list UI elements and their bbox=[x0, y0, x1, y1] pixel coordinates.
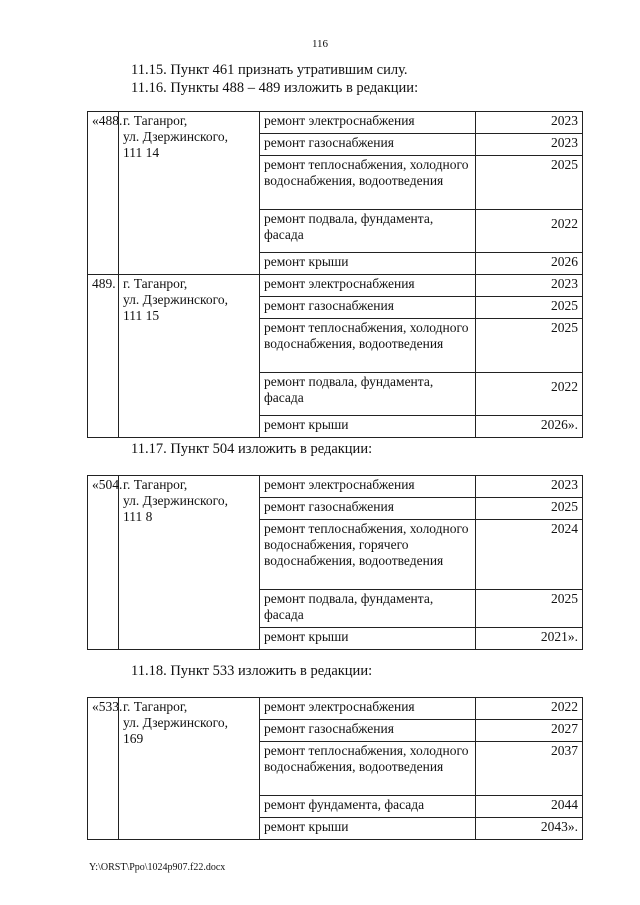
table-item-533 bbox=[87, 697, 583, 840]
item-number: «488. bbox=[88, 112, 119, 275]
work-year: 2022 bbox=[476, 698, 583, 720]
work-name: ремонт электроснабжения bbox=[260, 698, 476, 720]
address-street: ул. Дзержинского, bbox=[123, 715, 228, 730]
address-street: ул. Дзержинского, bbox=[123, 292, 228, 307]
work-name: ремонт электроснабжения bbox=[260, 275, 476, 297]
work-name: ремонт электроснабжения bbox=[260, 112, 476, 134]
work-year: 2025 bbox=[476, 319, 583, 373]
work-year: 2023 bbox=[476, 112, 583, 134]
work-year: 2023 bbox=[476, 275, 583, 297]
item-address bbox=[119, 476, 260, 650]
item-address bbox=[119, 275, 260, 438]
work-year: 2024 bbox=[476, 520, 583, 590]
address-street: ул. Дзержинского, bbox=[123, 493, 228, 508]
table-row bbox=[88, 275, 583, 297]
work-name: ремонт крыши bbox=[260, 818, 476, 840]
work-name: ремонт крыши bbox=[260, 253, 476, 275]
work-year: 2023 bbox=[476, 476, 583, 498]
work-name: ремонт газоснабжения bbox=[260, 498, 476, 520]
item-number: 489. bbox=[88, 275, 119, 438]
work-year: 2027 bbox=[476, 720, 583, 742]
address-city: г. Таганрог, bbox=[123, 276, 188, 291]
work-year: 2025 bbox=[476, 297, 583, 319]
address-house: 111 14 bbox=[123, 145, 160, 160]
paragraph-11-17: 11.17. Пункт 504 изложить в редакции: bbox=[131, 441, 373, 457]
item-number: «533. bbox=[88, 698, 119, 840]
work-year: 2026». bbox=[476, 416, 583, 438]
paragraph-11-16: 11.16. Пункты 488 – 489 изложить в редакции: bbox=[131, 80, 419, 96]
work-name: ремонт фундамента, фасада bbox=[260, 796, 476, 818]
item-number: «504. bbox=[88, 476, 119, 650]
paragraph-11-15: 11.15. Пункт 461 признать утратившим силу. bbox=[131, 62, 408, 78]
table-row bbox=[88, 698, 583, 720]
table-item-504 bbox=[87, 475, 583, 650]
work-name: ремонт подвала, фундамента, фасада bbox=[260, 210, 476, 253]
work-name: ремонт теплоснабжения, холодного водоснабжения, водоотведения bbox=[260, 156, 476, 210]
work-year: 2037 bbox=[476, 742, 583, 796]
address-house: 169 bbox=[123, 731, 144, 746]
work-name: ремонт теплоснабжения, холодного водоснабжения, водоотведения bbox=[260, 742, 476, 796]
table-row bbox=[88, 112, 583, 134]
address-city: г. Таганрог, bbox=[123, 699, 188, 714]
address-street: ул. Дзержинского, bbox=[123, 129, 228, 144]
item-address bbox=[119, 698, 260, 840]
work-year: 2044 bbox=[476, 796, 583, 818]
work-year: 2025 bbox=[476, 590, 583, 628]
work-name: ремонт крыши bbox=[260, 416, 476, 438]
work-year: 2025 bbox=[476, 156, 583, 210]
item-address bbox=[119, 112, 260, 275]
work-name: ремонт газоснабжения bbox=[260, 720, 476, 742]
page-number: 116 bbox=[311, 38, 329, 50]
work-name: ремонт теплоснабжения, холодного водоснабжения, горячего водоснабжения, водоотведения bbox=[260, 520, 476, 590]
work-year: 2026 bbox=[476, 253, 583, 275]
work-name: ремонт газоснабжения bbox=[260, 134, 476, 156]
address-house: 111 15 bbox=[123, 308, 160, 323]
work-year: 2022 bbox=[476, 210, 583, 253]
work-year: 2022 bbox=[476, 373, 583, 416]
work-name: ремонт теплоснабжения, холодного водоснабжения, водоотведения bbox=[260, 319, 476, 373]
table-items-488-489 bbox=[87, 111, 583, 438]
paragraph-11-18: 11.18. Пункт 533 изложить в редакции: bbox=[131, 663, 373, 679]
file-path-footer: Y:\ORST\Ppo\1024p907.f22.docx bbox=[89, 862, 226, 873]
address-city: г. Таганрог, bbox=[123, 477, 188, 492]
work-name: ремонт подвала, фундамента, фасада bbox=[260, 590, 476, 628]
work-year: 2021». bbox=[476, 628, 583, 650]
work-name: ремонт крыши bbox=[260, 628, 476, 650]
work-year: 2023 bbox=[476, 134, 583, 156]
work-year: 2043». bbox=[476, 818, 583, 840]
work-name: ремонт подвала, фундамента, фасада bbox=[260, 373, 476, 416]
address-city: г. Таганрог, bbox=[123, 113, 188, 128]
work-name: ремонт электроснабжения bbox=[260, 476, 476, 498]
table-row bbox=[88, 476, 583, 498]
work-name: ремонт газоснабжения bbox=[260, 297, 476, 319]
work-year: 2025 bbox=[476, 498, 583, 520]
address-house: 111 8 bbox=[123, 509, 153, 524]
